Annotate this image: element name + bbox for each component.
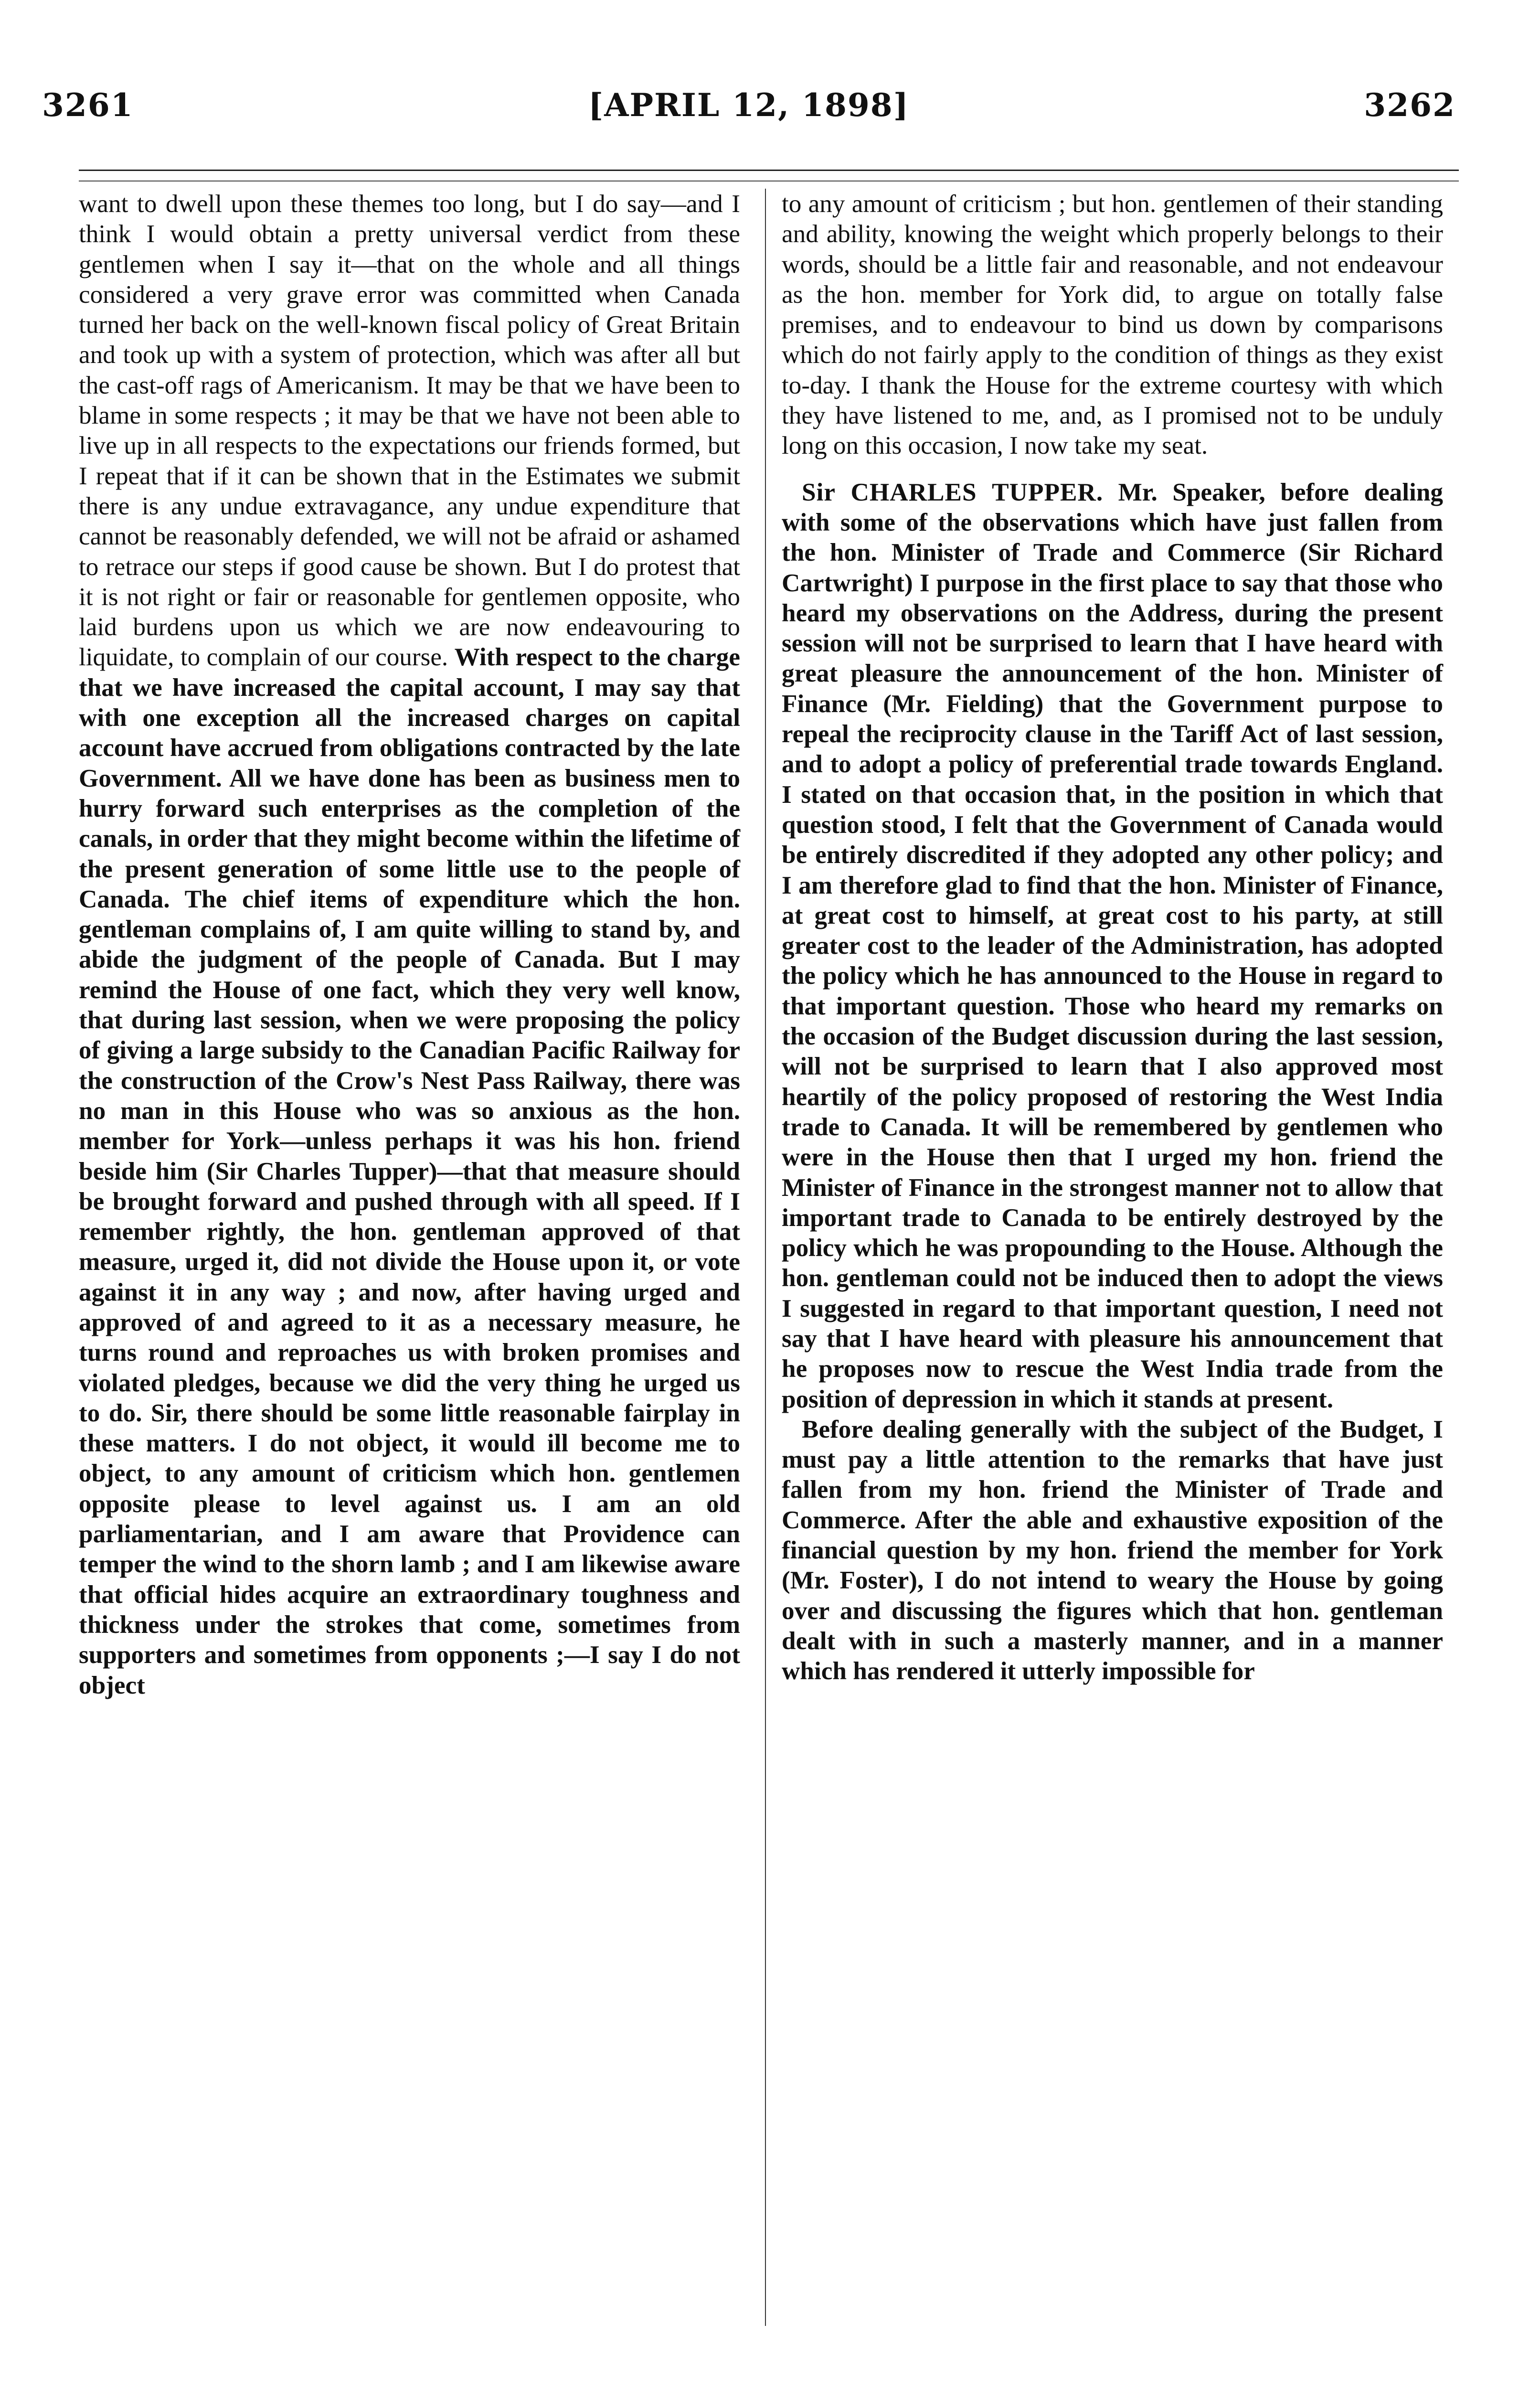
page-header <box>42 81 1455 139</box>
tupper-speech-text: Mr. Speaker, before dealing with some of the observations which have just fallen from the hon. Minister of Trade and Commerce (Sir Richard Cartwright) I purpose in the first place to say that those who heard my observations on the Address, during the present session will not be surprised to learn that I have heard with great pleasure the announcement of the hon. Minister of Finance (Mr. Fielding) that the Government purpose to repeal the reciprocity clause in the Tariff Act of last session, and to adopt a policy of preferential trade towards England. I stated on that occasion that, in the position in which that question stood, I felt that the Government of Canada would be entirely discredited if they adopted any other policy; and I am therefore glad to find that the hon. Minister of Finance, at great cost to himself, at great cost to his party, at still greater cost to the leader of the Administration, has adopted the policy which he has announced to the House in regard to that important question. Those who heard my remarks on the occasion of the Budget discussion during the last session, will not be surprised to learn that I also approved most heartily of the policy proposed of restoring the West India trade to Canada. It will be remembered by gentlemen who were in the House then that I urged my hon. friend the Minister of Finance in the strongest manner not to allow that important trade to Canada to be entirely destroyed by the policy which he was propounding to the House. Although the hon. gentleman could not be induced then to adopt the views I suggested in regard to that important question, I need not say that I have heard with pleasure his announcement that he proposes now to rescue the West India trade from the position of depression in which it stands at present. <box>782 478 1443 1413</box>
tupper-speech-paragraph <box>782 477 1443 1414</box>
left-text-plain: want to dwell upon these themes too long, but I do say—and I think I would obtain a pretty universal verdict from these gentlemen when I say it—that on the whole and all things considered a very grave error was committed when Canada turned her back on the well-known fiscal policy of Great Britain and took up with a system of protection, which was after all but the cast-off rags of Americanism. It may be that we have been to blame in some respects ; it may be that we have not been able to live up in all respects to the expectations our friends formed, but I repeat that if it can be shown that in the Estimates we submit there is any undue extravagance, any undue expenditure that cannot be reasonably defended, we will not be afraid or ashamed to retrace our steps if good cause be shown. But I do protest that it is not right or fair or reasonable for gentlemen opposite, who laid burdens upon us which we are now endeavouring to liquidate, to complain of our course. <box>79 190 740 672</box>
page-number-left: 3261 <box>42 86 134 124</box>
left-column <box>79 189 740 1700</box>
header-rule <box>79 170 1459 171</box>
page-date: [APRIL 12, 1898] <box>588 86 909 124</box>
right-column <box>782 189 1443 1686</box>
page-number-right: 3262 <box>1364 86 1455 124</box>
speaker-name: Sir CHARLES TUPPER. <box>802 478 1104 506</box>
left-paragraph-continued <box>79 189 740 1700</box>
left-text-bold: With respect to the charge that we have increased the capital account, I may say that with one exception all the increased charges on capital account have accrued from obligations contracted by the late Government. All we have done has been as business men to hurry forward such enterprises as the completion of the canals, in order that they might become within the lifetime of the present generation of some little use to the people of Canada. The chief items of expenditure which the hon. gentleman complains of, I am quite willing to stand by, and abide the judgment of the people of Canada. But I may remind the House of one fact, which they very well know, that during last session, when we were proposing the policy of giving a large subsidy to the Canadian Pacific Railway for the construction of the Crow's Nest Pass Railway, there was no man in this House who was so anxious as the hon. member for York—unless perhaps it was his hon. friend beside him (Sir Charles Tupper)—that that measure should be brought forward and pushed through with all speed. If I remember rightly, the hon. gentleman approved of that measure, urged it, did not divide the House upon it, or vote against it in any way ; and now, after having urged and approved of and agreed to it as a necessary measure, he turns round and reproaches us with broken promises and violated pledges, because we did the very thing he urged us to do. Sir, there should be some little reasonable fairplay in these matters. I do not object, it would ill become me to object, to any amount of criticism which hon. gentlemen opposite please to level against us. I am an old parliamentarian, and I am aware that Providence can temper the wind to the shorn lamb ; and I am likewise aware that official hides acquire an extraordinary toughness and thickness under the strokes that come, sometimes from supporters and sometimes from opponents ;—I say I do not object <box>79 643 740 1699</box>
column-divider <box>765 189 766 2326</box>
tupper-speech-paragraph-2: Before dealing generally with the subject of the Budget, I must pay a little attention to the remarks that have just fallen from my hon. friend the Minister of Trade and Commerce. After the able and exhaustive exposition of the financial question by my hon. friend the member for York (Mr. Foster), I do not intend to weary the House by going over and discussing the figures which that hon. gentleman dealt with in such a masterly manner, and in a manner which has rendered it utterly impossible for <box>782 1415 1443 1685</box>
right-paragraph-continued: to any amount of criticism ; but hon. gentlemen of their standing and ability, knowing the weight which properly belongs to their words, should be a little fair and reasonable, and not endeavour as the hon. member for York did, to argue on totally false premises, and to endeavour to bind us down by comparisons which do not fairly apply to the condition of things as they exist to-day. I thank the House for the extreme courtesy with which they have listened to me, and, as I promised not to be unduly long on this occasion, I now take my seat. <box>782 190 1443 460</box>
